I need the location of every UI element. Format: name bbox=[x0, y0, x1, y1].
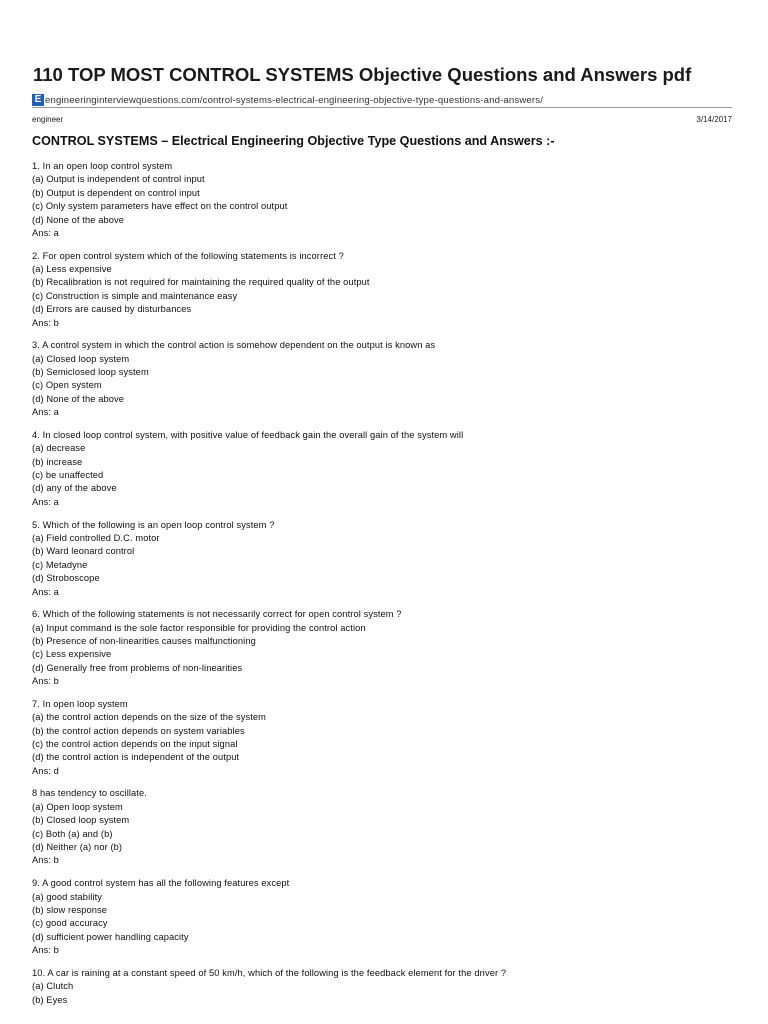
answer-option: (a) Clutch bbox=[32, 981, 74, 992]
question-block bbox=[32, 698, 732, 778]
answer-option: (a) Output is independent of control input bbox=[32, 174, 205, 185]
answer-key: Ans: d bbox=[32, 765, 59, 776]
answer-key: Ans: b bbox=[32, 855, 59, 866]
question-text: 10. A car is raining at a constant speed of 50 km/h, which of the following is the feedback element for the driver ? bbox=[32, 967, 507, 978]
answer-option: (a) Open loop system bbox=[32, 801, 123, 812]
answer-option: (c) Less expensive bbox=[32, 649, 112, 660]
document-title: 110 TOP MOST CONTROL SYSTEMS Objective Questions and Answers pdf bbox=[33, 64, 692, 85]
section-heading: CONTROL SYSTEMS – Electrical Engineering Objective Type Questions and Answers :- bbox=[32, 134, 555, 148]
answer-option: (a) good stability bbox=[32, 891, 103, 902]
site-logo-icon: E bbox=[32, 94, 44, 106]
question-text: 8 has tendency to oscillate. bbox=[32, 788, 147, 799]
answer-option: (d) Stroboscope bbox=[32, 573, 100, 584]
question-list bbox=[32, 160, 732, 1016]
answer-option: (a) Field controlled D.C. motor bbox=[32, 532, 160, 543]
question-text: 6. Which of the following statements is not necessarily correct for open control system ? bbox=[32, 609, 402, 620]
question-text: 5. Which of the following is an open loop control system ? bbox=[32, 519, 275, 530]
answer-option: (c) Metadyne bbox=[32, 559, 88, 570]
answer-option: (c) Only system parameters have effect on the control output bbox=[32, 201, 288, 212]
answer-option: (d) None of the above bbox=[32, 393, 125, 404]
question-block bbox=[32, 519, 732, 599]
question-block bbox=[32, 339, 732, 419]
question-block bbox=[32, 877, 732, 957]
answer-option: (b) slow response bbox=[32, 904, 108, 915]
answer-option: (b) Closed loop system bbox=[32, 815, 130, 826]
answer-option: (a) Input command is the sole factor responsible for providing the control action bbox=[32, 622, 366, 633]
answer-option: (d) Generally free from problems of non-linearities bbox=[32, 662, 243, 673]
answer-key: Ans: b bbox=[32, 676, 59, 687]
question-text: 9. A good control system has all the following features except bbox=[32, 878, 290, 889]
question-block bbox=[32, 787, 732, 867]
author-name: engineer bbox=[32, 115, 64, 124]
answer-key: Ans: a bbox=[32, 227, 59, 238]
answer-option: (b) Ward leonard control bbox=[32, 546, 135, 557]
answer-option: (a) decrease bbox=[32, 443, 86, 454]
answer-option: (c) Construction is simple and maintenance easy bbox=[32, 290, 238, 301]
answer-option: (c) Both (a) and (b) bbox=[32, 828, 113, 839]
question-block bbox=[32, 967, 732, 1007]
question-text: 1. In an open loop control system bbox=[32, 161, 173, 171]
answer-key: Ans: a bbox=[32, 496, 59, 507]
answer-option: (b) Presence of non-linearities causes malfunctioning bbox=[32, 635, 256, 646]
answer-option: (b) Output is dependent on control input bbox=[32, 187, 200, 198]
question-block bbox=[32, 429, 732, 509]
answer-option: (c) Open system bbox=[32, 380, 102, 391]
question-block bbox=[32, 160, 732, 240]
publish-date: 3/14/2017 bbox=[696, 115, 732, 124]
question-text: 7. In open loop system bbox=[32, 698, 128, 709]
question-text: 3. A control system in which the control action is somehow dependent on the output is known as bbox=[32, 340, 436, 351]
answer-key: Ans: b bbox=[32, 945, 59, 956]
answer-option: (b) Semiclosed loop system bbox=[32, 367, 149, 378]
answer-key: Ans: a bbox=[32, 407, 59, 418]
answer-option: (a) Closed loop system bbox=[32, 353, 130, 364]
answer-option: (d) None of the above bbox=[32, 214, 125, 225]
question-text: 2. For open control system which of the following statements is incorrect ? bbox=[32, 250, 344, 261]
answer-option: (b) the control action depends on system variables bbox=[32, 725, 245, 736]
answer-option: (d) Errors are caused by disturbances bbox=[32, 304, 192, 315]
question-block bbox=[32, 250, 732, 330]
question-block bbox=[32, 608, 732, 688]
source-url-link[interactable]: engineeringinterviewquestions.com/control-systems-electrical-engineering-objective-type-questions-and-answers/ bbox=[45, 94, 544, 106]
answer-option: (b) Recalibration is not required for maintaining the required quality of the output bbox=[32, 277, 370, 288]
answer-option: (b) Eyes bbox=[32, 994, 68, 1005]
answer-key: Ans: b bbox=[32, 317, 59, 328]
question-text: 4. In closed loop control system, with positive value of feedback gain the overall gain of the system will bbox=[32, 429, 464, 440]
answer-option: (a) the control action depends on the size of the system bbox=[32, 712, 267, 723]
answer-option: (d) any of the above bbox=[32, 483, 117, 494]
answer-option: (a) Less expensive bbox=[32, 264, 112, 275]
answer-option: (c) the control action depends on the input signal bbox=[32, 739, 238, 750]
answer-option: (c) good accuracy bbox=[32, 918, 108, 929]
answer-option: (d) Neither (a) nor (b) bbox=[32, 842, 123, 853]
answer-option: (d) the control action is independent of the output bbox=[32, 752, 240, 763]
source-url-bar bbox=[32, 93, 732, 108]
answer-option: (d) sufficient power handling capacity bbox=[32, 931, 189, 942]
answer-key: Ans: a bbox=[32, 586, 59, 597]
answer-option: (c) be unaffected bbox=[32, 470, 104, 481]
answer-option: (b) increase bbox=[32, 456, 83, 467]
